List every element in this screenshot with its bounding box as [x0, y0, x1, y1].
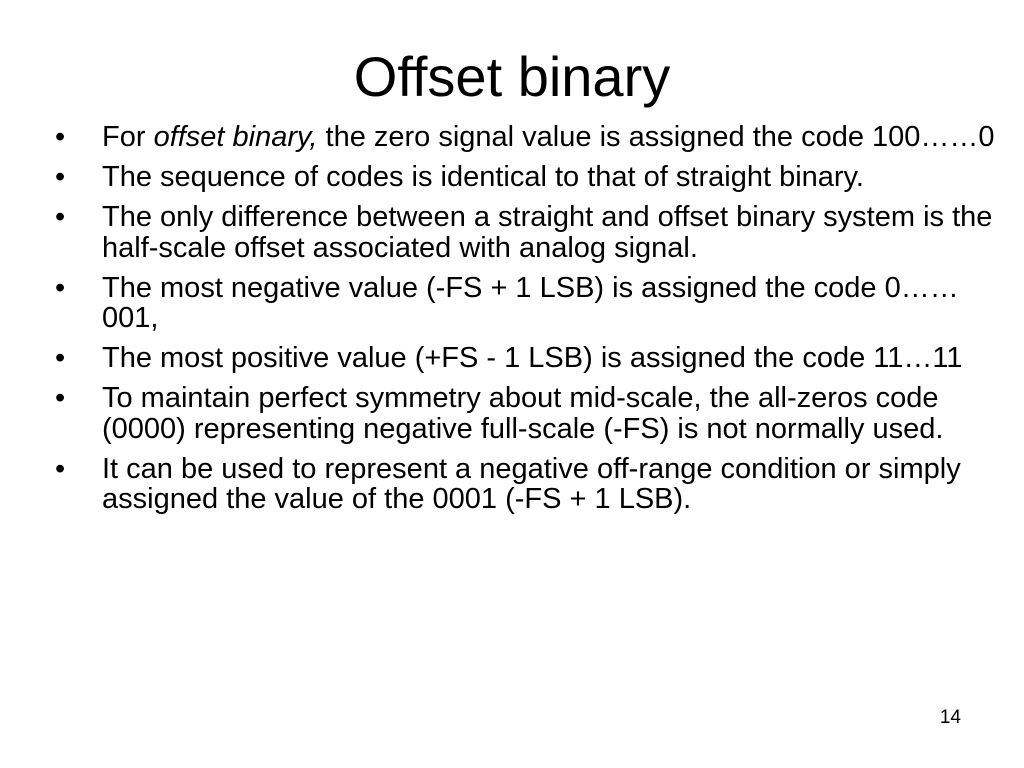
bullet-text-emphasis: offset binary,	[153, 121, 318, 153]
bullet-dot-icon: •	[55, 271, 66, 304]
bullet-text-segment: The most positive value (+FS - 1 LSB) is assigned the code 11…11	[102, 342, 963, 374]
bullet-text	[102, 202, 995, 263]
bullet-text	[102, 343, 995, 374]
bullet-dot-icon: •	[55, 382, 66, 414]
bullet-text-segment: The only difference between a straight and offset binary system is the half-scale offset associated with analog signal.	[102, 201, 993, 264]
bullet-item	[55, 122, 995, 153]
bullet-list	[55, 122, 995, 524]
bullet-item	[55, 454, 995, 515]
bullet-text	[102, 273, 995, 334]
page-number: 14	[939, 707, 961, 728]
bullet-text	[102, 122, 995, 153]
bullet-item	[55, 202, 995, 263]
bullet-text	[102, 383, 995, 444]
bullet-dot-icon: •	[55, 161, 66, 193]
bullet-item	[55, 273, 995, 334]
bullet-text-segment: To maintain perfect symmetry about mid-scale, the all-zeros code (0000) representing negative full-scale (-FS) is not normally used.	[102, 382, 944, 445]
bullet-text	[102, 162, 995, 193]
bullet-text-segment: For	[102, 121, 154, 153]
bullet-item	[55, 343, 995, 374]
bullet-text-segment: the zero signal value is assigned the code 100……0	[317, 121, 995, 153]
bullet-text-segment: The most negative value (-FS + 1 LSB) is assigned the code 0……001,	[102, 271, 959, 334]
bullet-dot-icon: •	[55, 201, 66, 233]
slide-title: Offset binary	[353, 45, 671, 108]
bullet-text-segment: It can be used to represent a negative off-range condition or simply assigned the value of the 0001 (-FS + 1 LSB).	[102, 452, 961, 515]
bullet-dot-icon: •	[55, 342, 66, 374]
bullet-text	[102, 454, 995, 515]
bullet-dot-icon: •	[55, 121, 66, 153]
bullet-item	[55, 162, 995, 193]
bullet-text-segment: The sequence of codes is identical to that of straight binary.	[102, 161, 864, 193]
bullet-item	[55, 383, 995, 444]
bullet-dot-icon: •	[55, 452, 66, 485]
